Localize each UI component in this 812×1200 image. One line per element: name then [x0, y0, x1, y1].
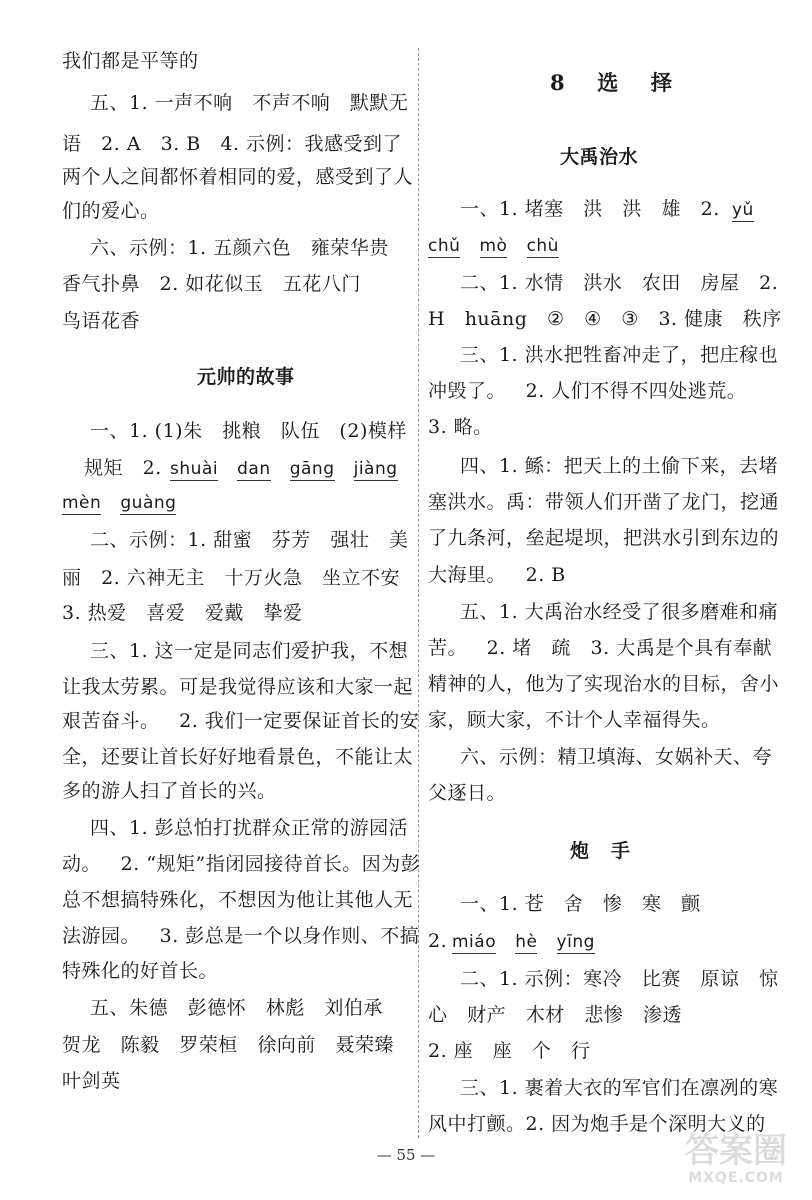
section-title: 大禹治水 [560, 146, 639, 168]
answer-line: 一、1. (1)朱 挑粮 队伍 (2)模样 [90, 420, 407, 442]
pinyin-word: yīng [556, 932, 595, 952]
watermark-text: 答案圈 [685, 1131, 787, 1171]
answer-line: 五、1. 一声不响 不声不响 默默无 [90, 92, 409, 114]
answer-line: 香气扑鼻 2. 如花似玉 五花八门 [62, 273, 361, 295]
section-title: 炮 手 [570, 840, 631, 862]
answer-line: 精神的人，他为了实现治水的目标，舍小 [428, 673, 780, 695]
section-title: 元帅的故事 [197, 366, 295, 388]
watermark-url: MXQE.COM [688, 1170, 784, 1186]
answer-line: 四、1. 彭总怕打扰群众正常的游园活 [90, 817, 409, 839]
answer-line: 艰苦奋斗。 2. 我们一定要保证首长的安 [62, 710, 420, 732]
answer-line: 三、1. 洪水把牲畜冲走了，把庄稼也 [460, 344, 779, 366]
answer-line: 全，还要让首长好好地看景色，不能让太 [62, 746, 414, 768]
pinyin-word: mò [479, 236, 508, 256]
answer-line: 父逐日。 [428, 782, 507, 804]
answer-line: 特殊化的好首长。 [62, 960, 219, 982]
column-divider [418, 48, 419, 1138]
answer-line: 我们都是平等的 [62, 50, 199, 72]
answer-line: 三、1. 这一定是同志们爱护我，不想 [90, 640, 409, 662]
answer-line: 心 财产 木材 悲惨 渗透 [428, 1004, 682, 1026]
pinyin-word: chù [526, 236, 559, 256]
answer-line: 二、1. 示例：寒冷 比赛 原谅 惊 [460, 968, 779, 990]
answer-line: 家，顾大家，不计个人幸福得失。 [428, 709, 721, 731]
pinyin-word: mèn [62, 493, 102, 513]
pinyin-word: guàng [120, 493, 177, 513]
pinyin-word: chǔ [428, 236, 461, 256]
answer-line: 两个人之间都怀着相同的爱，感受到了人 [62, 166, 414, 188]
answer-line: 3. 略。 [428, 416, 493, 438]
answer-line: 贺龙 陈毅 罗荣桓 徐向前 聂荣臻 [62, 1034, 394, 1056]
answer-line: 让我太劳累。可是我觉得应该和大家一起 [62, 676, 414, 698]
answer-line: 语 2. A 3. B 4. 示例：我感受到了 [62, 133, 403, 155]
answer-line: 动。 2. “规矩”指闭园接待首长。因为彭 [62, 853, 421, 875]
answer-line: 2. 座 座 个 行 [428, 1040, 591, 1062]
pinyin-word: shuài [170, 459, 219, 479]
answer-line: 2. [428, 930, 448, 952]
answer-line: 塞洪水。禹：带领人们开凿了龙门，挖通 [428, 491, 780, 513]
answer-line: 苦。 2. 堵 疏 3. 大禹是个具有奉献 [428, 637, 773, 659]
answer-line: 总不想搞特殊化，不想因为他让其他人无 [62, 889, 414, 911]
answer-line: 六、示例：精卫填海、女娲补天、夸 [460, 746, 773, 768]
pinyin-word: gāng [289, 459, 335, 479]
pinyin-word: jiàng [353, 459, 398, 479]
answer-line: 冲毁了。 2. 人们不得不四处逃荒。 [428, 380, 747, 402]
answer-line: 了九条河，垒起堤坝，把洪水引到东边的 [428, 527, 780, 549]
watermark-logo [666, 1132, 806, 1194]
answer-line: 多的游人扫了首长的兴。 [62, 780, 277, 802]
answer-line: 丽 2. 六神无主 十万火急 坐立不安 [62, 567, 401, 589]
answer-line: 大海里。 2. B [428, 564, 566, 586]
pinyin-group [62, 491, 196, 514]
pinyin-word: hè [515, 932, 538, 952]
answer-line: 叶剑英 [62, 1070, 121, 1092]
answer-line: 二、示例：1. 甜蜜 芬芳 强壮 美 [90, 529, 409, 551]
answer-line: 规矩 2. [84, 457, 162, 479]
pinyin-group [452, 930, 614, 953]
pinyin-word: dan [237, 459, 271, 479]
pinyin-word: miáo [452, 932, 497, 952]
answer-line: 法游园。 3. 彭总是一个以身作则、不搞 [62, 925, 420, 947]
pinyin-group [732, 198, 773, 221]
answer-line: 们的爱心。 [62, 200, 160, 222]
answer-line: 鸟语花香 [62, 310, 141, 332]
pinyin-group [170, 457, 417, 480]
answer-line: 五、朱德 彭德怀 林彪 刘伯承 [90, 997, 383, 1019]
answer-line: 一、1. 苍 舍 惨 寒 颤 [460, 893, 701, 915]
section-title: 8 选 择 [550, 70, 678, 95]
answer-line: 四、1. 鲧：把天上的土偷下来，去堵 [460, 455, 779, 477]
answer-line: 风中打颤。2. 因为炮手是个深明大义的 [428, 1113, 766, 1135]
page-number: — 55 — [376, 1146, 436, 1164]
answer-line: 五、1. 大禹治水经受了很多磨难和痛 [460, 601, 779, 623]
answer-line: 二、1. 水情 洪水 农田 房屋 2. [460, 272, 779, 294]
pinyin-word: yǔ [732, 200, 754, 220]
answer-line: 三、1. 裹着大衣的军官们在凛冽的寒 [460, 1077, 779, 1099]
answer-line: 六、示例：1. 五颜六色 雍荣华贵 [90, 237, 389, 259]
answer-line: 一、1. 堵塞 洪 洪 雄 2. [460, 198, 720, 220]
answer-line: 3. 热爱 喜爱 爱戴 挚爱 [62, 602, 303, 624]
answer-line: H huāng ② ④ ③ 3. 健康 秩序 [428, 308, 782, 330]
pinyin-group [428, 234, 578, 257]
